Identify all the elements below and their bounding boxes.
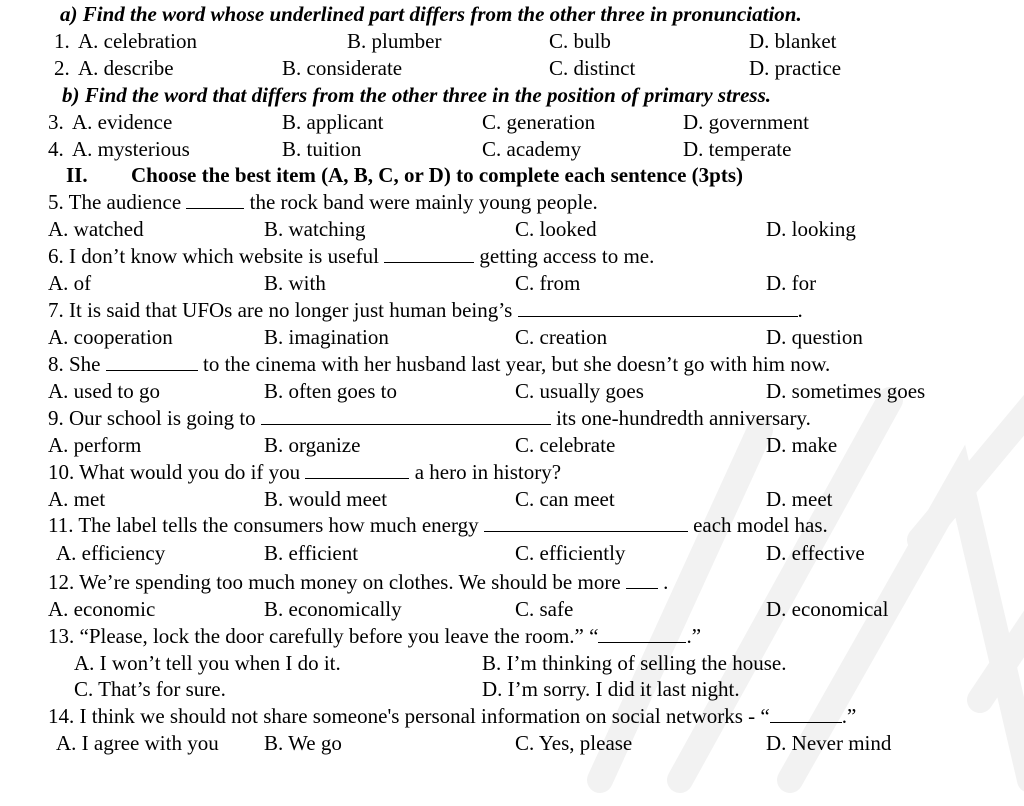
answer-blank bbox=[261, 406, 551, 425]
option-a: A. perform bbox=[48, 433, 142, 457]
option-d: D. looking bbox=[766, 217, 856, 241]
option-d: D. make bbox=[766, 433, 838, 457]
answer-blank bbox=[484, 513, 688, 532]
question-text-end: . bbox=[663, 570, 669, 594]
option-d: D. blanket bbox=[749, 29, 837, 53]
option-a: A. economic bbox=[48, 597, 156, 621]
option-b: B. watching bbox=[264, 217, 366, 241]
question-text-end: the rock band were mainly young people. bbox=[249, 190, 598, 214]
question-text: 14. I think we should not share someone's personal information on social networks - “ bbox=[48, 704, 770, 728]
question-number: 3. bbox=[48, 110, 64, 134]
option-c: C. can meet bbox=[515, 487, 615, 511]
option-b: B. often goes to bbox=[264, 379, 397, 403]
option-c: C. efficiently bbox=[515, 541, 626, 565]
question-11 bbox=[48, 513, 828, 537]
question-9 bbox=[48, 406, 811, 430]
answer-blank bbox=[106, 352, 198, 371]
option-b: B. imagination bbox=[264, 325, 389, 349]
question-text: 12. We’re spending too much money on clothes. We should be more bbox=[48, 570, 621, 594]
option-c: C. from bbox=[515, 271, 581, 295]
question-6 bbox=[48, 244, 654, 268]
question-text-end: .” bbox=[841, 704, 857, 728]
option-a: A. efficiency bbox=[56, 541, 166, 565]
question-13 bbox=[48, 624, 701, 648]
option-c: C. distinct bbox=[549, 56, 636, 80]
section-title: Choose the best item (A, B, C, or D) to complete each sentence (3pts) bbox=[131, 163, 743, 187]
question-text-end: .” bbox=[686, 624, 702, 648]
option-c: C. looked bbox=[515, 217, 597, 241]
question-text: 13. “Please, lock the door carefully before you leave the room.” “ bbox=[48, 624, 599, 648]
question-text: 5. The audience bbox=[48, 190, 182, 214]
option-a: A. mysterious bbox=[72, 137, 190, 161]
answer-blank bbox=[770, 704, 842, 723]
question-number: 2. bbox=[54, 56, 70, 80]
question-8 bbox=[48, 352, 830, 376]
option-a: A. describe bbox=[78, 56, 174, 80]
question-text: 8. She bbox=[48, 352, 101, 376]
option-a: A. met bbox=[48, 487, 106, 511]
question-text-end: a hero in history? bbox=[414, 460, 562, 484]
option-d: D. I’m sorry. I did it last night. bbox=[482, 677, 740, 701]
option-b: B. organize bbox=[264, 433, 361, 457]
option-a: A. evidence bbox=[72, 110, 173, 134]
question-text: 10. What would you do if you bbox=[48, 460, 301, 484]
option-c: C. Yes, please bbox=[515, 731, 633, 755]
option-d: D. practice bbox=[749, 56, 842, 80]
answer-blank bbox=[626, 570, 658, 589]
question-text-end: its one-hundredth anniversary. bbox=[556, 406, 811, 430]
question-text-end: . bbox=[797, 298, 803, 322]
question-12 bbox=[48, 570, 668, 594]
option-b: B. I’m thinking of selling the house. bbox=[482, 651, 787, 675]
option-c: C. academy bbox=[482, 137, 582, 161]
option-a: A. I won’t tell you when I do it. bbox=[74, 651, 341, 675]
option-d: D. question bbox=[766, 325, 863, 349]
option-a: A. used to go bbox=[48, 379, 160, 403]
question-7 bbox=[48, 298, 803, 322]
option-b: B. We go bbox=[264, 731, 342, 755]
option-b: B. considerate bbox=[282, 56, 403, 80]
option-a: A. celebration bbox=[78, 29, 197, 53]
question-14 bbox=[48, 704, 856, 728]
question-text-end: getting access to me. bbox=[479, 244, 655, 268]
answer-blank bbox=[598, 624, 686, 643]
option-a: A. watched bbox=[48, 217, 144, 241]
option-b: B. tuition bbox=[282, 137, 362, 161]
option-d: D. sometimes goes bbox=[766, 379, 926, 403]
option-b: B. plumber bbox=[347, 29, 442, 53]
option-d: D. economical bbox=[766, 597, 889, 621]
option-c: C. bulb bbox=[549, 29, 611, 53]
question-10 bbox=[48, 460, 561, 484]
option-b: B. efficient bbox=[264, 541, 359, 565]
question-number: 1. bbox=[54, 29, 70, 53]
question-text: 6. I don’t know which website is useful bbox=[48, 244, 379, 268]
option-d: D. temperate bbox=[683, 137, 792, 161]
option-d: D. Never mind bbox=[766, 731, 892, 755]
option-a: A. cooperation bbox=[48, 325, 173, 349]
option-c: C. creation bbox=[515, 325, 608, 349]
question-number: 4. bbox=[48, 137, 64, 161]
option-c: C. generation bbox=[482, 110, 596, 134]
question-text-end: each model has. bbox=[693, 513, 828, 537]
question-text: 7. It is said that UFOs are no longer just human being’s bbox=[48, 298, 513, 322]
question-text: 9. Our school is going to bbox=[48, 406, 256, 430]
option-b: B. economically bbox=[264, 597, 402, 621]
answer-blank bbox=[384, 244, 474, 263]
answer-blank bbox=[186, 190, 244, 209]
answer-blank bbox=[305, 460, 409, 479]
option-c: C. safe bbox=[515, 597, 574, 621]
option-c: C. That’s for sure. bbox=[74, 677, 226, 701]
question-text: 11. The label tells the consumers how much energy bbox=[48, 513, 479, 537]
option-d: D. for bbox=[766, 271, 817, 295]
option-a: A. of bbox=[48, 271, 92, 295]
section-number: II. bbox=[66, 163, 88, 187]
option-d: D. meet bbox=[766, 487, 833, 511]
option-b: B. would meet bbox=[264, 487, 388, 511]
option-c: C. usually goes bbox=[515, 379, 644, 403]
question-5 bbox=[48, 190, 598, 214]
answer-blank bbox=[518, 298, 798, 317]
option-b: B. applicant bbox=[282, 110, 384, 134]
part-b-heading: b) Find the word that differs from the other three in the position of primary stress. bbox=[62, 83, 772, 107]
option-c: C. celebrate bbox=[515, 433, 616, 457]
option-a: A. I agree with you bbox=[56, 731, 219, 755]
question-text-end: to the cinema with her husband last year, but she doesn’t go with him now. bbox=[203, 352, 831, 376]
part-a-heading: a) Find the word whose underlined part differs from the other three in pronunciation. bbox=[60, 2, 802, 26]
option-d: D. effective bbox=[766, 541, 865, 565]
option-b: B. with bbox=[264, 271, 326, 295]
option-d: D. government bbox=[683, 110, 809, 134]
